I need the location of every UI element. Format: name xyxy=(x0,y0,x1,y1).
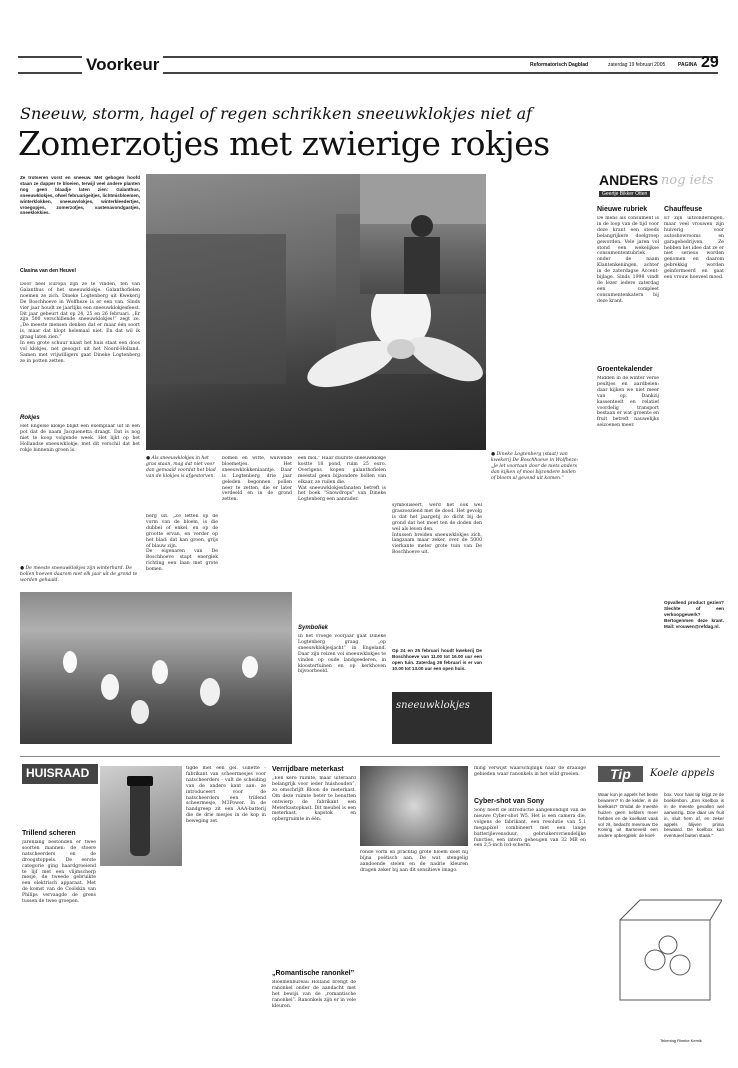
tip-box xyxy=(598,766,722,786)
huisraad-logo xyxy=(22,764,98,784)
article-col2: berg uit. „Ze letten op de vorm van de bloem, is die dubbel of enkel, en op de grootte ervan, en verder op het blad: dat kan groen, grijs of blauw zijn. De eigenaren van De Boschhoeve stapt energiek richting een laan met grote bomen. xyxy=(146,514,218,573)
symboliek-heading: Symboliek xyxy=(298,625,329,631)
article-intro: Ze trotseren vorst en sneeuw. Met gebogen hoofd staan ze dapper te bloeien, terwijl veel andere planten nog geen blaadje laten zien: Galanthus, sneeuwklokjes, ofwel februarigeitjes, lichtmisbloemen, winterklokken, sneeuwvlokjes, winterkleedertjes, vroegopjes, zomerzotjes, vastenavondgastjes, sneeklokkies. xyxy=(20,175,140,216)
chauffeuse-heading: Chauffeuse xyxy=(664,206,703,213)
anders-tag: nog iets xyxy=(661,173,714,188)
anders-title: ANDERS xyxy=(599,172,659,188)
byline: Clasina van den Heuvel xyxy=(20,268,76,274)
anders-box xyxy=(597,172,721,198)
anders-col-b2: Opvallend product gezien? Slechte of een verkoopgewerk? Bertogenmen deze krant. Mail: vrouwen@refdag.nl. xyxy=(664,600,724,629)
huisraad-s2-text: tigde met een gel. Gillette - fabrikant van scheermesjes voor natscheerders - vult de scheiding van de andere kant aan: ze introduceert voor de natscheerders een trillend scheermesje, M3Power. In de handgreep zit een AAA-batterij die de drie mesjes in de kop in beweging zet. xyxy=(186,766,266,825)
shaver-illustration xyxy=(100,766,182,866)
anders-author: Geertje Bikker Otten xyxy=(599,191,650,197)
tip-title: Koele appels xyxy=(650,768,715,779)
anders-col-a: De mens als consument is in de loop van de tijd voor deze krant een steeds belangrijkere doelgroep geworden. Vele jaren vol stond een wekelijkse consumententubriek onder de naam Klantenkeningen, achter in de zaterdagse Accent-bijlage. Sinds 1998 vindt de lezer iedere zaterdag een compleet consumentenkatern bij deze krant. xyxy=(597,216,659,304)
article-kicker: Sneeuw, storm, hagel of regen schrikken sneeuwklokjes niet af xyxy=(20,104,533,123)
portrait-illustration xyxy=(360,174,486,294)
field-illustration xyxy=(20,592,292,744)
nieuwe-rubriek-heading: Nieuwe rubriek xyxy=(597,206,648,213)
article-col1b: Het Engelse klokje blijkt één exemplaar uit in een pot dat de naam Jacquenetta draagt. Dat is nog niet te koop volgende week. Het lijkt op het Hollandse sneeuwklokje, met dit verschil dat het rokje binnenin groen is. xyxy=(20,424,140,453)
caption-3: ● Dineke Logtenberg (staat) van kwekerij De Boschhoeve in Wolfheze: „Je let voortaan door de niets anders dan kijken of mooi bijzondere bollen of bloem al gevond uit komen.” xyxy=(491,452,579,481)
article-col4b: In het vroege voorjaar gaat Dineke Logtenberg graag „op sneeuwklokjesjacht” in Engeland. Daar zijn reizen vol sneeuwklokjes te vinden op oude landgoederen, in kloostertuinen en op kerkhoven bijvoorbeeld. xyxy=(298,634,386,675)
huisraad-s3-text: „Een kere ruimte, maar uiteraard belangrijk voor ieder huishouden”, zo omschrijft Bloon de meterkast. Om deze ruimte beter te benutten ontwierp de fabrikant een Meterkastopkast. Dit meubel is een meterkast, kapstok en opbergruimte in één. xyxy=(272,776,356,823)
article-col1: Door heel Europa zijn ze te vinden, ten van Galanthus of het sneeuwklokje. Galanthofielen noemen ze zich. Dineke Logtenberg uit Kwekerij De Boschhoeve in Wolfheze is er een van. Sinds vier jaar houdt ze jaarlijks een sneeuwklokjesfeest. Dit jaar gebeurt dat op 24, 25 en 26 februari. „Er zijn 500 verschillende sneeuwklokjes!” zegt ze. „De meeste mensen denken dat er maar één soort is, maar dat klopt helemaal niet. En dat wil ik graag laten zien.” In een grote schuur naast het huis staat een doos vol klokjes, net geoogst uit het Noord-Holland. Samen met vrijwilligers gaat Dineke Logtenberg ze in potten zetten. xyxy=(20,282,140,364)
article-col3: bomen en witte, wuivende bloemetjes. Het sneeuwklokkenlaantje. Daar is Logtenberg drie jaar geleden begonnen pollen neer te zetten, die er later verdeeld en in de grond zetten. xyxy=(222,456,292,503)
header-date: zaterdag 19 februari 2005 xyxy=(608,62,666,68)
apple-box-drawing xyxy=(600,860,722,1030)
huisraad-s7-heading: Cyber-shot van Sony xyxy=(474,798,545,805)
tip-label: Tip xyxy=(598,766,643,782)
tip-text-a: Waar kun je appels het beste bewaren? In de kelder, in de koelkast? Omdat de meeste huizen geen kelders meer hebben en de koelkast vaak vol zit, bedacht mevrouw De Koning uit Barneveld een andere opbergplek: de koel- xyxy=(598,792,658,839)
section-title: Voorkeur xyxy=(82,55,163,75)
photo-snowdrop-field xyxy=(20,592,292,744)
page-number: 29 xyxy=(701,54,719,71)
huisraad-s7-text: Sony heeft de introductie aangekondigd van de nieuwe Cyber-shot W5. Het is een camera die, volgens de fabrikant, een resolutie van 5.1 megapixel combineert met een lange batterijlevensduur, gebruikersvriendelijke functies, een intern geheugen van 32 MB en een 2,5-inch lcd-scherm. xyxy=(474,808,586,849)
huisraad-s4-heading: „Romantische ranonkel” xyxy=(272,970,355,977)
divider-horizontal xyxy=(20,756,720,757)
article-col5: symboliseert, werd het ook wel graszoeziend met de dood. Het gevolg is dat het jaargetij zo dicht bij de grond dat het moet ten de doden den wel als leven den. Intussen breiden sneeuwklokjes zich, langzaam maar zeker, over de 5000 vierkante meter grote tuin van De Boschhoeve uit. xyxy=(392,503,482,556)
article-headline: Zomerzotjes met zwierige rokjes xyxy=(18,124,550,163)
anders-col-a2: Midden in de winter verse peultjes en aardbeien: daar kijken we niet meer van op. Dankzij kassenteelt en relatief voordelig transport bestaan er wat groente en fruit betreft nauwelijks seizoenen meer. xyxy=(597,376,659,429)
tip-illustration xyxy=(600,860,722,1030)
caption-1: ● De meeste sneeuwklokjes zijn winterhard. De bollen hoeven daarom niet elk jaar uit de grond te worden gehaald. xyxy=(20,566,138,583)
anders-col-b: Er zijn uitzonderingen, maar veel vrouwen zijn huiverig voor autoshowrooms en garagebedrijven. Ze hebben het idee dat ze er niet serieus worden genomen en daarom gebrekkig worden geïnformeerd en gaat een vrouw hoeveel moed. xyxy=(664,216,724,281)
paper-name: Reformatorisch Dagblad xyxy=(530,62,589,68)
photo-shaver xyxy=(100,766,182,866)
rokjes-heading: Rokjes xyxy=(20,415,40,421)
photo-ranonkel xyxy=(360,766,468,846)
page-label: PAGINA xyxy=(678,62,698,68)
section-header xyxy=(18,50,718,80)
caption-2: ● Als sneeuwklokjes in het gras staan, mag dat niet voor dan gemaaid voordat het blad van de klokjes is afgestorven. xyxy=(146,456,216,479)
huisraad-s4-text: Bloemenbureau Holland brengt de ranonkel onder de aandacht met het bewijs van de „romantische ranonkel”. Ranonkels zijn er in vele kleuren. xyxy=(272,980,356,1009)
huisraad-s1-text: Jarenlang bestonden er twee soorten mannen: de stoere natscheerders en de droogstoppels. De eerste categorie ging haardgroeiend te lijf met een vlijmscherp mesje, de tweede gebruikte een elektrisch apparaat. Met de komst van de Coolskin van Philips vervaagde de grens tussen de twee groepen. xyxy=(22,840,96,905)
huisraad-s5-text: ronde vorm en prachtig grote bloem doet hij bijna poëtisch aan. De wat stengelig aandoende stelen en de nadrie kleuren dragen zeker bij aan dit sensitieve imago. xyxy=(360,850,468,873)
tip-text-b: box. Voor haar tip krijgt ze de boekenbon. „Een koelbox is in de meeste gevallen wel aanwezig. Doe daar uw fruit in, sluit hem af, en zeker appels blijven prima bewaard. De koelbox kan eventueel buiten staan.” xyxy=(664,792,724,839)
groentekalender-heading: Groentekalender xyxy=(597,366,653,373)
photo-logtenberg xyxy=(360,174,486,294)
event-info: Op 24 en 25 februari houdt kwekerij De Boschhoeve van 11.00 tot 16.00 uur een open tuin. Zaterdag 26 februari is er van 10.00 tot 13.00 uur een open huis. xyxy=(392,648,482,671)
tip-credit: Tekening Rineke Kemik xyxy=(660,1038,702,1043)
book-cover xyxy=(392,692,492,744)
huisraad-s6-text: ming verwijst waarschijnlijk naar de draaiige gebieden waar ranonkels in het wild groeien. xyxy=(474,766,586,777)
article-col4: een mol.” Haar duurste sneeuwklokje kostte 18 pond, ruim 25 euro. Overigens kopen galanthofielen meestal geen bijzondere bollen van elkaar, ze ruilen die. Wat sneeuwklokjesfanaten betreft is het boek “Snowdrops” van Dineke Logtenberg een aanrader. xyxy=(298,456,386,503)
huisraad-title: HUISRAAD xyxy=(26,766,90,780)
huisraad-s3-heading: Verrijdbare meterkast xyxy=(272,766,344,773)
book-title: sneeuwklokjes xyxy=(396,700,470,711)
huisraad-s1-heading: Trillend scheren xyxy=(22,830,76,837)
